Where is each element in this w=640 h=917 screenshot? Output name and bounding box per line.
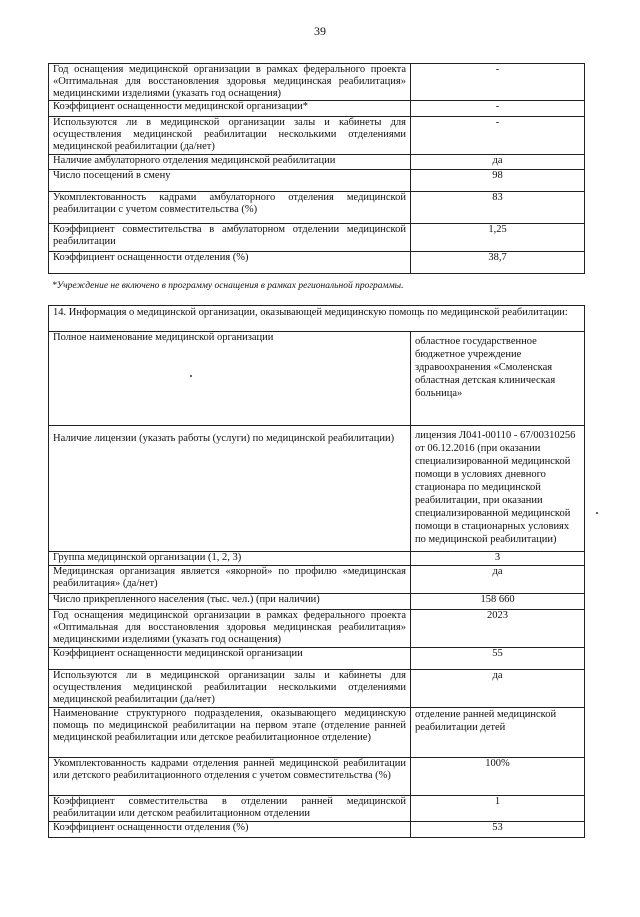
row-value: 1 [411,796,585,822]
row-value: да [411,670,585,708]
row-label: Укомплектованность кадрами амбулаторного отделения медицинской реабилитации с учетом совместительства (%) [49,192,411,224]
row-value: - [411,117,585,155]
row-label: Коэффициент оснащенности медицинской организации [49,648,411,670]
row-label: Наличие амбулаторного отделения медицинской реабилитации [49,155,411,170]
page-number: 39 [314,24,326,38]
section-heading: 14. Информация о медицинской организации, оказывающей медицинскую помощь по медицинской реабилитации: [49,306,585,332]
table-row [49,332,585,426]
table-row [49,610,585,648]
table-row [49,594,585,610]
row-label: Медицинская организация является «якорной» по профилю «медицинская реабилитация» (да/нет) [49,566,411,594]
row-label: Коэффициент совместительства в отделении ранней медицинской реабилитации или детском реабилитационном отделении [49,796,411,822]
row-value: - [411,101,585,117]
row-label: Коэффициент оснащенности отделения (%) [49,252,411,274]
row-value: отделение ранней медицинской реабилитации детей [411,708,585,758]
table-row [49,648,585,670]
row-value: 100% [411,758,585,796]
table-row [49,101,585,117]
row-label: Укомплектованность кадрами отделения ранней медицинской реабилитации или детского реабилитационного отделения с учетом совместительства (%) [49,758,411,796]
row-label: Используются ли в медицинской организации залы и кабинеты для осуществления медицинской реабилитации несколькими отделениями медицинской реабилитации (да/нет) [49,670,411,708]
table-mo-rehabilitation-info [48,305,585,838]
table-row [49,552,585,566]
row-value: - [411,64,585,101]
table-row [49,252,585,274]
table-row [49,670,585,708]
table-row [49,155,585,170]
table-row [49,224,585,252]
table-row [49,170,585,192]
row-value: да [411,566,585,594]
row-value: да [411,155,585,170]
row-label: Коэффициент оснащенности медицинской организации* [49,101,411,117]
row-label: Группа медицинской организации (1, 2, 3) [49,552,411,566]
row-label: Число прикрепленного населения (тыс. чел.) (при наличии) [49,594,411,610]
table-row [49,192,585,224]
table-row [49,796,585,822]
row-label: Год оснащения медицинской организации в рамках федерального проекта «Оптимальная для восстановления здоровья медицинская реабилитация» медицинскими изделиями (указать год оснащения) [49,610,411,648]
row-label: Коэффициент оснащенности отделения (%) [49,822,411,838]
row-value: 55 [411,648,585,670]
table-header-row [49,306,585,332]
row-value: 38,7 [411,252,585,274]
row-value: 3 [411,552,585,566]
table-row [49,426,585,552]
table-mo-equipment-summary [48,63,585,274]
table-row [49,64,585,101]
table-row [49,822,585,838]
footnote: *Учреждение не включено в программу оснащения в рамках региональной программы. [52,281,404,291]
row-value: 53 [411,822,585,838]
table-row [49,758,585,796]
row-label: Полное наименование медицинской организации [49,332,411,426]
row-value: 158 660 [411,594,585,610]
scan-speck [596,512,598,514]
row-value: 1,25 [411,224,585,252]
scan-speck [190,375,192,377]
row-label: Число посещений в смену [49,170,411,192]
table-row [49,708,585,758]
table-row [49,566,585,594]
table-row [49,117,585,155]
row-label: Наличие лицензии (указать работы (услуги) по медицинской реабилитации) [49,426,411,552]
row-label: Используются ли в медицинской организации залы и кабинеты для осуществления медицинской реабилитации несколькими отделениями медицинской реабилитации (да/нет) [49,117,411,155]
row-value: областное государственное бюджетное учреждение здравоохранения «Смоленская областная детская клиническая больница» [411,332,585,426]
row-label: Наименование структурного подразделения, оказывающего медицинскую помощь по медицинской реабилитации на первом этапе (отделение ранней медицинской реабилитации или детское реабилитационное отделение) [49,708,411,758]
row-label: Коэффициент совместительства в амбулаторном отделении медицинской реабилитации [49,224,411,252]
row-value: 2023 [411,610,585,648]
row-value: 83 [411,192,585,224]
row-value: 98 [411,170,585,192]
row-label: Год оснащения медицинской организации в рамках федерального проекта «Оптимальная для восстановления здоровья медицинская реабилитация» медицинскими изделиями (указать год оснащения) [49,64,411,101]
row-value: лицензия Л041-00110 - 67/00310256 от 06.12.2016 (при оказании специализированной медицинской помощи в условиях дневного стационара по медицинской реабилитации, при оказании специализированной медицинской помощи в стационарных условиях по медицинской реабилитации) [411,426,585,552]
